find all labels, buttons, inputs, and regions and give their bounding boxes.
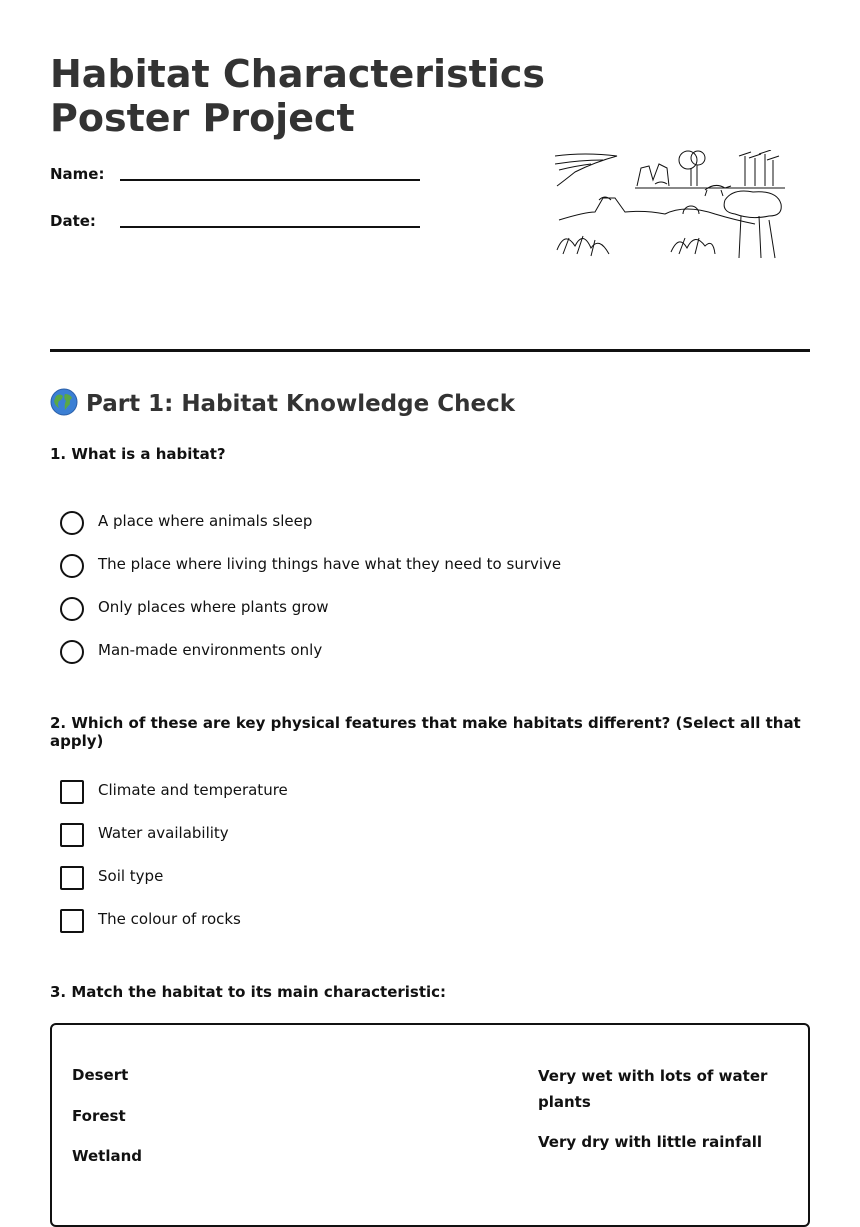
question-1: 1. What is a habitat? xyxy=(50,445,226,463)
habitat-desert: Desert xyxy=(72,1066,129,1084)
name-label: Name: xyxy=(50,165,105,183)
characteristic-1: Very wet with lots of water plants xyxy=(538,1067,768,1111)
part-1-title: Part 1: Habitat Knowledge Check xyxy=(86,391,515,417)
radio-button[interactable] xyxy=(60,511,84,535)
radio-button[interactable] xyxy=(60,554,84,578)
checkbox[interactable] xyxy=(60,823,84,847)
question-3: 3. Match the habitat to its main characteristic: xyxy=(50,983,447,1001)
characteristic-2: Very dry with little rainfall xyxy=(538,1133,762,1151)
checkbox[interactable] xyxy=(60,909,84,933)
date-label: Date: xyxy=(50,212,96,230)
habitat-illustration xyxy=(555,150,785,262)
question-2: 2. Which of these are key physical features that make habitats different? (Select all that apply) xyxy=(50,714,801,750)
checkbox[interactable] xyxy=(60,780,84,804)
part-1-heading xyxy=(50,388,515,417)
option-label: Only places where plants grow xyxy=(98,598,329,616)
globe-icon xyxy=(50,388,78,416)
option-label: Man-made environments only xyxy=(98,641,323,659)
date-input-line[interactable] xyxy=(120,226,420,228)
matching-box xyxy=(50,1023,810,1227)
radio-button[interactable] xyxy=(60,640,84,664)
option-label: A place where animals sleep xyxy=(98,512,313,530)
option-label: The colour of rocks xyxy=(98,910,241,928)
habitat-forest: Forest xyxy=(72,1107,126,1125)
option-label: Climate and temperature xyxy=(98,781,288,799)
option-label: Water availability xyxy=(98,824,229,842)
section-divider xyxy=(50,349,810,352)
radio-button[interactable] xyxy=(60,597,84,621)
option-label: The place where living things have what they need to survive xyxy=(98,555,562,573)
option-label: Soil type xyxy=(98,867,164,885)
habitat-wetland: Wetland xyxy=(72,1147,143,1165)
title-line-1: Habitat Characteristics xyxy=(50,52,546,96)
page-title xyxy=(50,52,545,140)
name-input-line[interactable] xyxy=(120,179,420,181)
checkbox[interactable] xyxy=(60,866,84,890)
title-line-2: Poster Project xyxy=(50,96,355,140)
